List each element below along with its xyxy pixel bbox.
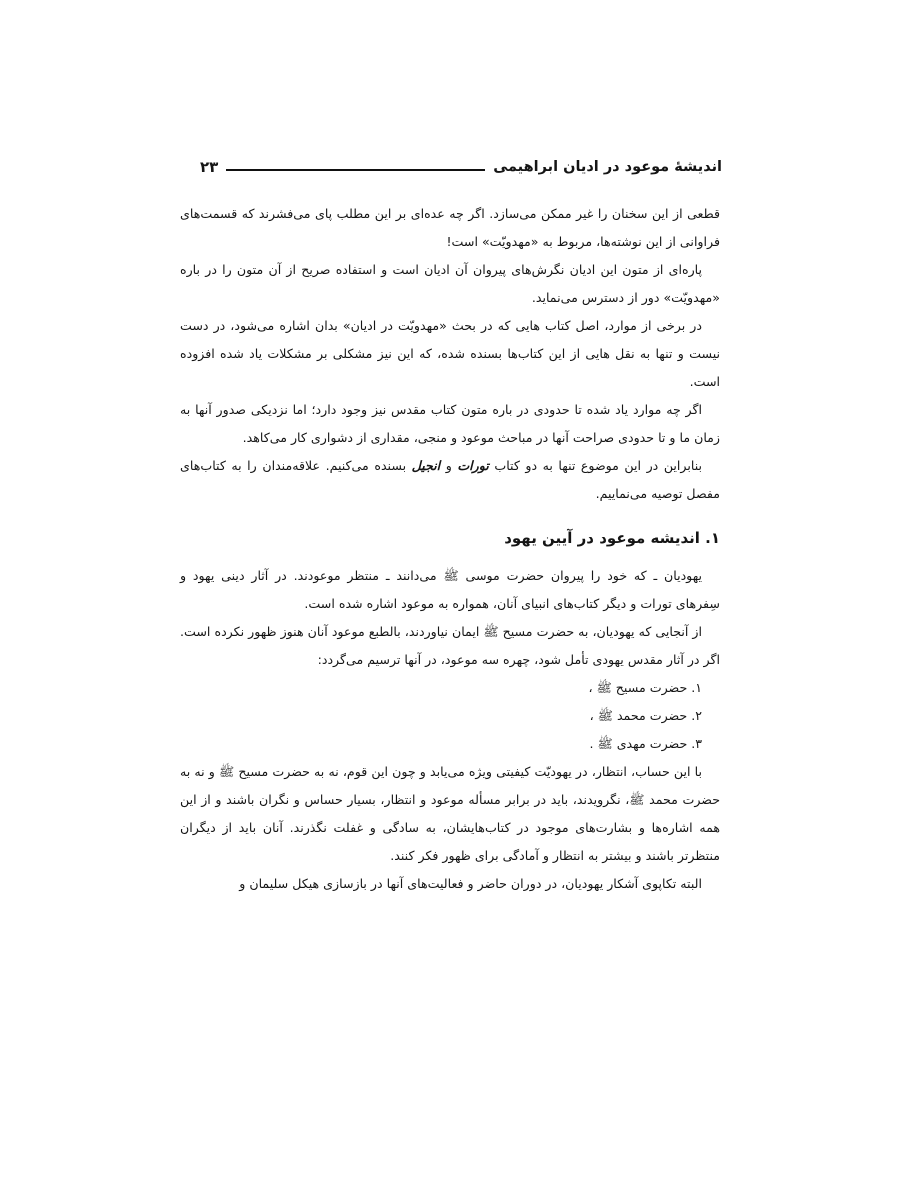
page-body [180,200,720,898]
running-header-title: اندیشهٔ موعود در ادیان ابراهیمی [493,159,722,175]
paragraph: قطعی از این سخنان را غیر ممکن می‌سازد. اگر چه عده‌ای بر این مطلب پای می‌فشرند که قسمت‌های فراوانی از این نوشته‌ها، مربوط به «مهدویّت» است! [180,206,720,249]
text-span: و [440,458,458,473]
header-rule [226,169,485,171]
running-header [200,152,722,182]
list-item: ۱. حضرت مسیح ﷺ ، [588,680,702,695]
paragraph-books-note [180,452,720,508]
paragraph: از آنجایی که یهودیان، به حضرت مسیح ﷺ ایمان نیاوردند، بالطبع موعود آنان هنوز ظهور نکرده است. اگر در آثار مقدس یهودی تأمل شود، چهره سه موعود، در آنها ترسیم می‌گردد: [180,624,720,667]
torah-title: تورات [457,458,489,473]
paragraph: یهودیان ـ که خود را پیروان حضرت موسی ﷺ می‌دانند ـ منتظر موعودند. در آثار دینی یهود و سِفرهای تورات و دیگر کتاب‌های انبیای آنان، همواره به موعود اشاره شده است. [180,568,720,611]
paragraph: با این حساب، انتظار، در یهودیّت کیفیتی ویژه می‌یابد و چون این قوم، نه به حضرت مسیح ﷺ و نه به حضرت محمد ﷺ، نگرویدند، باید در برابر مسأله موعود و انتظار، بسیار حساس و نگران باشند و از این همه اشاره‌ها و بشارت‌های موجود در کتاب‌هایشان، به سادگی و غفلت نگذرند. آنان باید از دیگران منتظرتر باشند و بیشتر به انتظار و آمادگی برای ظهور فکر کنند. [180,764,720,863]
text-span: بسنده می‌کنیم. علاقه‌مندان را به کتاب‌های مفصل توصیه می‌نماییم. [180,458,720,501]
paragraph: البته تکاپوی آشکار یهودیان، در دوران حاضر و فعالیت‌های آنها در بازسازی هیکل سلیمان و [239,876,702,891]
paragraph: در برخی از موارد، اصل کتاب هایی که در بحث «مهدویّت در ادیان» بدان اشاره می‌شود، در دست نیست و تنها به نقل هایی از این کتاب‌ها بسنده شده، که این نیز مشکلی بر مشکلات یاد شده افزوده است. [180,318,720,389]
list-item: ۳. حضرت مهدی ﷺ . [589,736,702,751]
paragraph: اگر چه موارد یاد شده تا حدودی در باره متون کتاب مقدس نیز وجود دارد؛ اما نزدیکی صدور آنها به زمان ما و تا حدودی صراحت آنها در مباحث موعود و منجی، مقداری از دشواری کار می‌کاهد. [180,402,720,445]
text-span: بنابراین در این موضوع تنها به دو کتاب [488,458,703,473]
paragraph: پاره‌ای از متون این ادیان نگرش‌های پیروان آن ادیان است و استفاده صریح از آن متون را در باره «مهدویّت» دور از دسترس می‌نماید. [180,262,720,305]
gospel-title: انجیل [411,458,441,473]
section-heading: ۱. اندیشه موعود در آیین یهود [504,529,720,547]
list-item: ۲. حضرت محمد ﷺ ، [589,708,702,723]
page-number: ۲۳ [200,158,219,176]
